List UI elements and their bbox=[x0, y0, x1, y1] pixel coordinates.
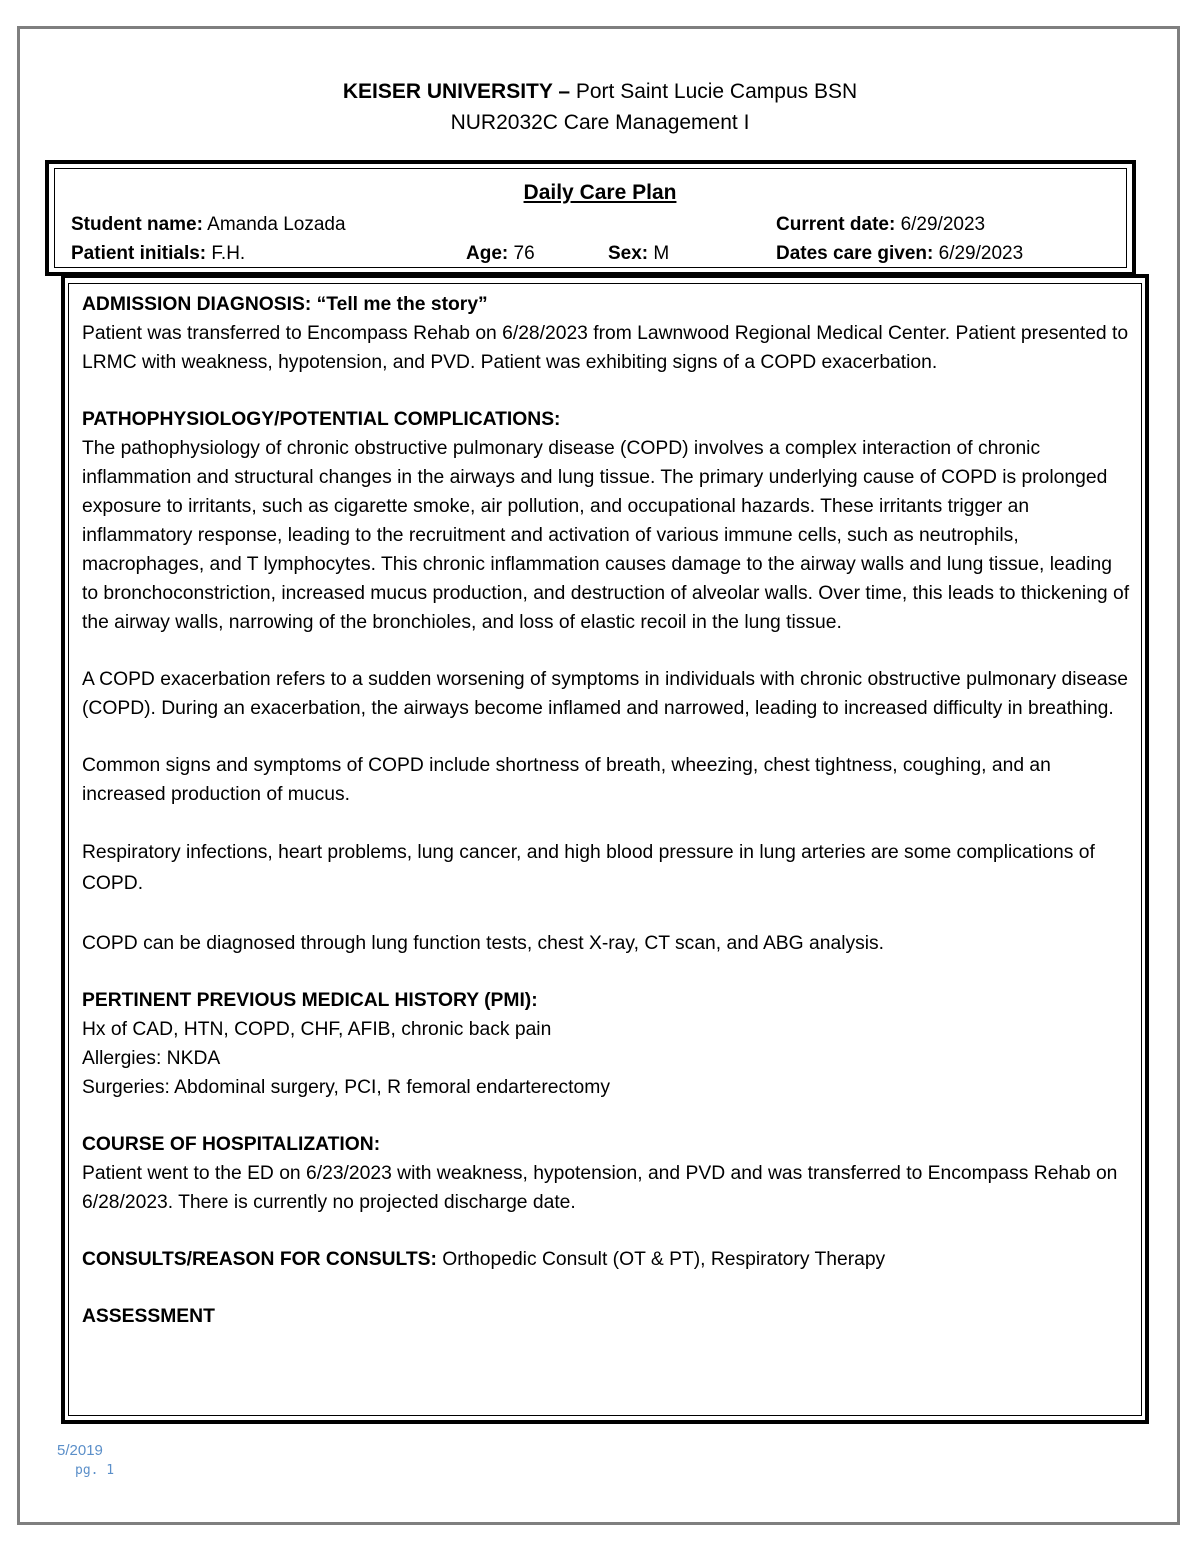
patient-initials-label: Patient initials: bbox=[71, 243, 207, 264]
admission-text: Patient was transferred to Encompass Rehab on 6/28/2023 from Lawnwood Regional Medical Center. Patient presented to LRMC with weakness, hypotension, and PVD. Patient was exhibiting signs of a COPD exacerbation. bbox=[82, 323, 1129, 373]
current-date-value: 6/29/2023 bbox=[895, 214, 986, 235]
pmh-history: Hx of CAD, HTN, COPD, CHF, AFIB, chronic back pain bbox=[82, 1019, 552, 1040]
revision-date: 5/2019 bbox=[57, 1442, 103, 1459]
pmh-heading: PERTINENT PREVIOUS MEDICAL HISTORY (PMI): bbox=[82, 990, 538, 1011]
course-title: NUR2032C Care Management I bbox=[450, 111, 750, 134]
student-name-field bbox=[71, 213, 346, 237]
pmh-surgeries: Surgeries: Abdominal surgery, PCI, R femoral endarterectomy bbox=[82, 1077, 610, 1098]
admission-heading: ADMISSION DIAGNOSIS: “Tell me the story” bbox=[82, 294, 488, 315]
page-number: pg. 1 bbox=[75, 1463, 115, 1478]
sex-field bbox=[608, 242, 669, 266]
document-header bbox=[0, 76, 1200, 138]
course-heading: COURSE OF HOSPITALIZATION: bbox=[82, 1134, 381, 1155]
consults-heading: CONSULTS/REASON FOR CONSULTS: bbox=[82, 1249, 437, 1270]
consults-text: Orthopedic Consult (OT & PT), Respiratory Therapy bbox=[436, 1249, 886, 1270]
care-plan-content bbox=[82, 290, 1132, 1331]
pathophysiology-paragraph-3: Common signs and symptoms of COPD include shortness of breath, wheezing, chest tightness, coughing, and an increased production of mucus. bbox=[82, 755, 1051, 805]
university-line bbox=[0, 76, 1200, 107]
patient-initials-value: F.H. bbox=[206, 243, 246, 264]
pathophysiology-paragraph-2: A COPD exacerbation refers to a sudden worsening of symptoms in individuals with chronic obstructive pulmonary disease (COPD). During an exacerbation, the airways become inflamed and narrowed, leading to increased difficulty in breathing. bbox=[82, 669, 1128, 719]
age-value: 76 bbox=[508, 243, 535, 264]
student-name-value: Amanda Lozada bbox=[202, 214, 346, 235]
student-name-label: Student name: bbox=[71, 214, 203, 235]
patient-initials-field bbox=[71, 242, 245, 266]
current-date-field bbox=[776, 213, 985, 237]
plan-title: Daily Care Plan bbox=[523, 181, 677, 204]
pathophysiology-heading: PATHOPHYSIOLOGY/POTENTIAL COMPLICATIONS: bbox=[82, 409, 561, 430]
dates-care-label: Dates care given: bbox=[776, 243, 934, 264]
dates-care-field bbox=[776, 242, 1023, 266]
campus-name: Port Saint Lucie Campus BSN bbox=[570, 80, 858, 103]
pathophysiology-paragraph-1: The pathophysiology of chronic obstructive pulmonary disease (COPD) involves a complex interaction of chronic inflammation and structural changes in the airways and lung tissue. The primary underlying cause of COPD is prolonged exposure to irritants, such as cigarette smoke, air pollution, and occupational hazards. These irritants trigger an inflammatory response, leading to the recruitment and activation of various immune cells, such as neutrophils, macrophages, and T lymphocytes. This chronic inflammation causes damage to the airway walls and lung tissue, leading to bronchoconstriction, increased mucus production, and destruction of alveolar walls. Over time, this leads to thickening of the airway walls, narrowing of the bronchioles, and loss of elastic recoil in the lung tissue. bbox=[82, 438, 1130, 633]
dates-care-value: 6/29/2023 bbox=[933, 243, 1024, 264]
age-field bbox=[466, 242, 535, 266]
university-name: KEISER UNIVERSITY – bbox=[342, 80, 571, 103]
pathophysiology-paragraph-5: COPD can be diagnosed through lung function tests, chest X-ray, CT scan, and ABG analysis. bbox=[82, 933, 885, 954]
page-footer bbox=[57, 1441, 114, 1481]
sex-value: M bbox=[648, 243, 670, 264]
current-date-label: Current date: bbox=[776, 214, 896, 235]
pathophysiology-paragraph-4: Respiratory infections, heart problems, lung cancer, and high blood pressure in lung arteries are some complications of COPD. bbox=[82, 842, 1095, 894]
assessment-heading: ASSESSMENT bbox=[82, 1306, 215, 1327]
age-label: Age: bbox=[466, 243, 509, 264]
sex-label: Sex: bbox=[608, 243, 649, 264]
pmh-allergies: Allergies: NKDA bbox=[82, 1048, 221, 1069]
course-text: Patient went to the ED on 6/23/2023 with weakness, hypotension, and PVD and was transferred to Encompass Rehab on 6/28/2023. There is currently no projected discharge date. bbox=[82, 1163, 1118, 1213]
